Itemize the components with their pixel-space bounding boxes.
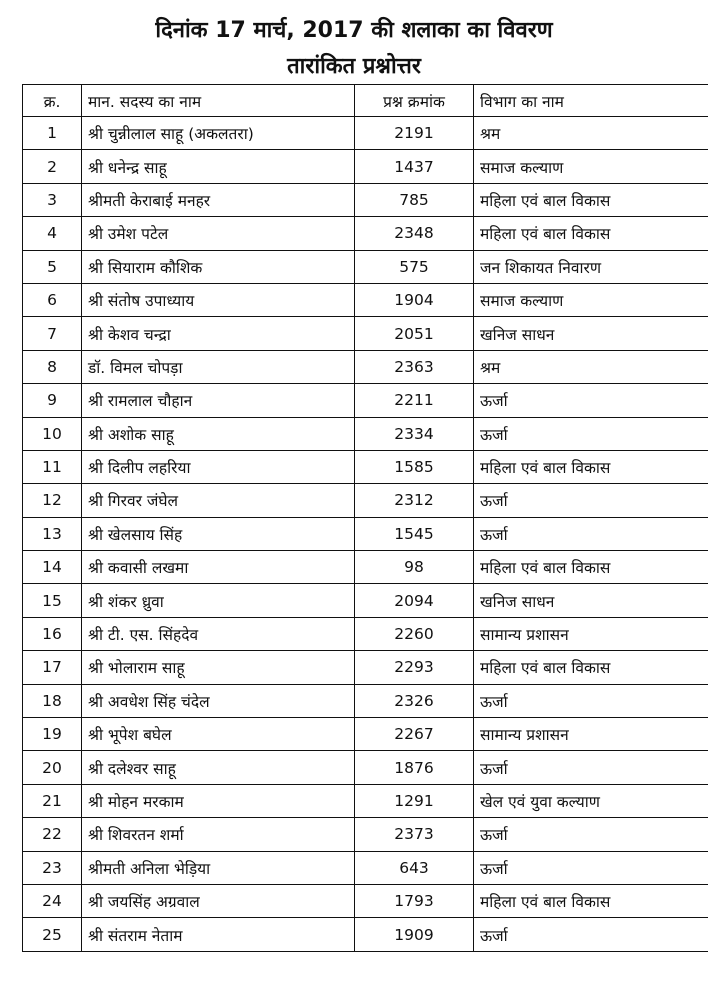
cell-member-name: श्री चुन्नीलाल साहू (अकलतरा) <box>82 117 355 150</box>
table-row <box>23 918 708 951</box>
cell-serial-number: 8 <box>23 350 82 383</box>
cell-serial-number: 9 <box>23 384 82 417</box>
cell-member-name: श्री सियाराम कौशिक <box>82 250 355 283</box>
cell-question-number: 1904 <box>355 283 474 316</box>
table-row <box>23 317 708 350</box>
cell-member-name: श्री संतराम नेताम <box>82 918 355 951</box>
cell-department: महिला एवं बाल विकास <box>474 450 708 483</box>
cell-question-number: 1437 <box>355 150 474 183</box>
table-body <box>23 117 708 952</box>
table-row <box>23 617 708 650</box>
cell-department: समाज कल्याण <box>474 283 708 316</box>
cell-member-name: श्री गिरवर जंघेल <box>82 484 355 517</box>
header-member-name: मान. सदस्य का नाम <box>82 85 355 117</box>
table-row <box>23 517 708 550</box>
table-row <box>23 751 708 784</box>
cell-question-number: 643 <box>355 851 474 884</box>
header-department: विभाग का नाम <box>474 85 708 117</box>
cell-serial-number: 22 <box>23 818 82 851</box>
cell-serial-number: 7 <box>23 317 82 350</box>
cell-department: श्रम <box>474 350 708 383</box>
cell-question-number: 2191 <box>355 117 474 150</box>
cell-question-number: 2326 <box>355 684 474 717</box>
cell-department: जन शिकायत निवारण <box>474 250 708 283</box>
cell-department: ऊर्जा <box>474 684 708 717</box>
table-row <box>23 217 708 250</box>
cell-question-number: 2267 <box>355 718 474 751</box>
cell-member-name: श्री खेलसाय सिंह <box>82 517 355 550</box>
document-title: दिनांक 17 मार्च, 2017 की शलाका का विवरण <box>155 18 553 43</box>
cell-member-name: श्री अशोक साहू <box>82 417 355 450</box>
cell-serial-number: 20 <box>23 751 82 784</box>
ballot-table <box>22 84 708 952</box>
cell-member-name: श्री टी. एस. सिंहदेव <box>82 617 355 650</box>
cell-serial-number: 18 <box>23 684 82 717</box>
cell-department: खनिज साधन <box>474 584 708 617</box>
table-row <box>23 417 708 450</box>
cell-member-name: श्री दलेश्वर साहू <box>82 751 355 784</box>
table-row <box>23 551 708 584</box>
table-row <box>23 684 708 717</box>
table-row <box>23 584 708 617</box>
cell-member-name: श्री धनेन्द्र साहू <box>82 150 355 183</box>
cell-department: महिला एवं बाल विकास <box>474 884 708 917</box>
cell-department: ऊर्जा <box>474 417 708 450</box>
cell-department: ऊर्जा <box>474 384 708 417</box>
cell-department: ऊर्जा <box>474 918 708 951</box>
cell-department: महिला एवं बाल विकास <box>474 183 708 216</box>
cell-department: ऊर्जा <box>474 851 708 884</box>
cell-serial-number: 24 <box>23 884 82 917</box>
table-row <box>23 818 708 851</box>
cell-question-number: 2348 <box>355 217 474 250</box>
table-row <box>23 283 708 316</box>
cell-department: महिला एवं बाल विकास <box>474 651 708 684</box>
cell-question-number: 1793 <box>355 884 474 917</box>
table-row <box>23 651 708 684</box>
cell-question-number: 1291 <box>355 784 474 817</box>
cell-question-number: 2211 <box>355 384 474 417</box>
cell-department: ऊर्जा <box>474 751 708 784</box>
cell-member-name: श्री दिलीप लहरिया <box>82 450 355 483</box>
cell-serial-number: 3 <box>23 183 82 216</box>
cell-serial-number: 25 <box>23 918 82 951</box>
cell-department: श्रम <box>474 117 708 150</box>
table-row <box>23 851 708 884</box>
cell-serial-number: 6 <box>23 283 82 316</box>
cell-serial-number: 4 <box>23 217 82 250</box>
cell-serial-number: 5 <box>23 250 82 283</box>
cell-member-name: श्री शिवरतन शर्मा <box>82 818 355 851</box>
cell-serial-number: 13 <box>23 517 82 550</box>
cell-question-number: 1909 <box>355 918 474 951</box>
cell-serial-number: 10 <box>23 417 82 450</box>
cell-member-name: श्री उमेश पटेल <box>82 217 355 250</box>
table-row <box>23 884 708 917</box>
cell-department: खनिज साधन <box>474 317 708 350</box>
cell-department: महिला एवं बाल विकास <box>474 217 708 250</box>
table-row <box>23 250 708 283</box>
table-row <box>23 718 708 751</box>
cell-question-number: 2373 <box>355 818 474 851</box>
table-row <box>23 450 708 483</box>
cell-serial-number: 2 <box>23 150 82 183</box>
cell-question-number: 2334 <box>355 417 474 450</box>
cell-serial-number: 14 <box>23 551 82 584</box>
cell-member-name: श्रीमती केराबाई मनहर <box>82 183 355 216</box>
cell-department: सामान्य प्रशासन <box>474 617 708 650</box>
cell-serial-number: 1 <box>23 117 82 150</box>
document-subtitle: तारांकित प्रश्नोत्तर <box>287 54 421 79</box>
table-row <box>23 117 708 150</box>
cell-member-name: श्री केशव चन्द्रा <box>82 317 355 350</box>
cell-member-name: श्री जयसिंह अग्रवाल <box>82 884 355 917</box>
cell-member-name: डॉ. विमल चोपड़ा <box>82 350 355 383</box>
cell-department: खेल एवं युवा कल्याण <box>474 784 708 817</box>
cell-serial-number: 17 <box>23 651 82 684</box>
header-question-number: प्रश्न क्रमांक <box>355 85 474 117</box>
cell-serial-number: 16 <box>23 617 82 650</box>
cell-member-name: श्री अवधेश सिंह चंदेल <box>82 684 355 717</box>
cell-department: ऊर्जा <box>474 484 708 517</box>
header-serial-number: क्र. <box>23 85 82 117</box>
cell-serial-number: 12 <box>23 484 82 517</box>
table-row <box>23 150 708 183</box>
cell-member-name: श्री संतोष उपाध्याय <box>82 283 355 316</box>
cell-serial-number: 15 <box>23 584 82 617</box>
cell-question-number: 1545 <box>355 517 474 550</box>
cell-department: समाज कल्याण <box>474 150 708 183</box>
cell-question-number: 2363 <box>355 350 474 383</box>
table-row <box>23 183 708 216</box>
cell-member-name: श्री मोहन मरकाम <box>82 784 355 817</box>
cell-department: ऊर्जा <box>474 818 708 851</box>
cell-question-number: 2260 <box>355 617 474 650</box>
cell-question-number: 2312 <box>355 484 474 517</box>
table-row <box>23 384 708 417</box>
cell-member-name: श्री भोलाराम साहू <box>82 651 355 684</box>
table-row <box>23 484 708 517</box>
cell-question-number: 98 <box>355 551 474 584</box>
cell-question-number: 2051 <box>355 317 474 350</box>
cell-question-number: 2293 <box>355 651 474 684</box>
cell-member-name: श्री भूपेश बघेल <box>82 718 355 751</box>
table-row <box>23 350 708 383</box>
cell-department: ऊर्जा <box>474 517 708 550</box>
cell-question-number: 1876 <box>355 751 474 784</box>
cell-member-name: श्री कवासी लखमा <box>82 551 355 584</box>
cell-question-number: 2094 <box>355 584 474 617</box>
cell-serial-number: 21 <box>23 784 82 817</box>
cell-question-number: 575 <box>355 250 474 283</box>
cell-serial-number: 11 <box>23 450 82 483</box>
cell-department: महिला एवं बाल विकास <box>474 551 708 584</box>
cell-serial-number: 19 <box>23 718 82 751</box>
table-header-row <box>23 85 708 117</box>
cell-department: सामान्य प्रशासन <box>474 718 708 751</box>
cell-member-name: श्री शंकर ध्रुवा <box>82 584 355 617</box>
cell-question-number: 785 <box>355 183 474 216</box>
cell-member-name: श्री रामलाल चौहान <box>82 384 355 417</box>
cell-serial-number: 23 <box>23 851 82 884</box>
cell-member-name: श्रीमती अनिला भेड़िया <box>82 851 355 884</box>
cell-question-number: 1585 <box>355 450 474 483</box>
table-row <box>23 784 708 817</box>
